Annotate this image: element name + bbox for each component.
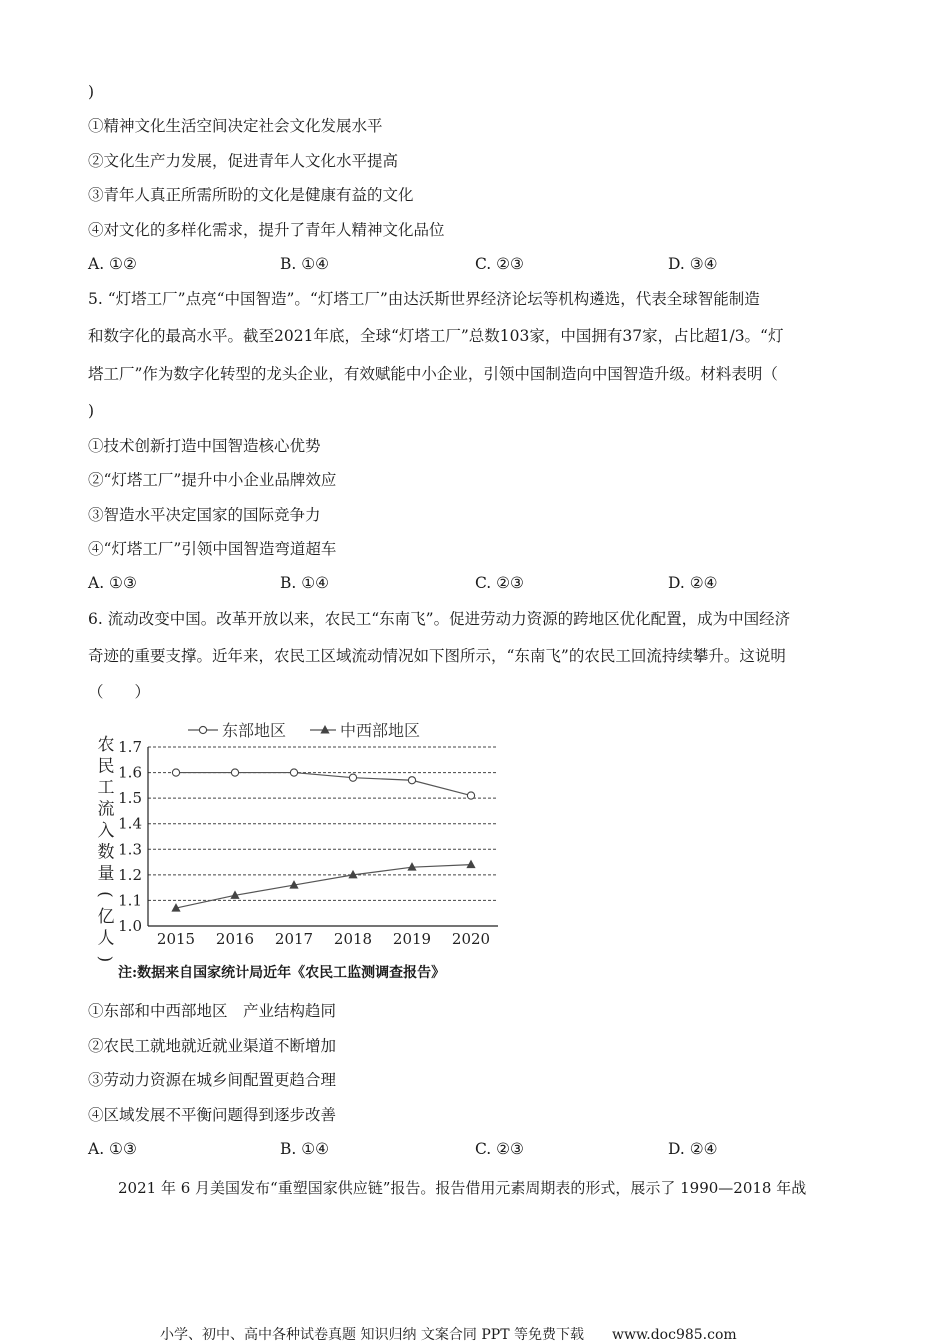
y-label-char-1: 民 xyxy=(97,756,115,777)
page-footer: 小学、初中、高中各种试卷真题 知识归纳 文案合同 PPT 等免费下载 www.doc985.com xyxy=(160,1327,737,1343)
q5-item-4: ④“灯塔工厂”引领中国智造弯道超车 xyxy=(88,540,337,558)
prev-option-b: B. ①④ xyxy=(280,255,330,273)
q5-option-a: A. ①③ xyxy=(88,574,137,592)
chart-legend xyxy=(188,721,420,740)
y-label-char-9: 人 xyxy=(97,928,115,949)
point-1-2020 xyxy=(466,860,475,869)
y-tick-1.2: 1.2 xyxy=(118,865,142,884)
q5-stem-line-2: 和数字化的最高水平。截至2021年底，全球“灯塔工厂”总数103家，中国拥有37家，占比超1/3。“灯 xyxy=(88,327,784,345)
y-label-char-7: ( xyxy=(95,891,115,898)
chart-series xyxy=(171,769,475,912)
x-tick-2015: 2015 xyxy=(156,930,196,948)
q6-option-a: A. ①③ xyxy=(88,1140,137,1158)
q5-stem-line-1: 5. “灯塔工厂”点亮“中国智造”。“灯塔工厂”由达沃斯世界经济论坛等机构遴选，代表全球智能制造 xyxy=(88,290,760,308)
prev-item-3: ③青年人真正所需所盼的文化是健康有益的文化 xyxy=(88,186,414,204)
q6-item-1: ①东部和中西部地区 产业结构趋同 xyxy=(88,1002,337,1020)
series-line-1 xyxy=(176,865,471,908)
legend-label-0: 东部地区 xyxy=(222,721,287,740)
prev-item-1: ①精神文化生活空间决定社会文化发展水平 xyxy=(88,117,383,135)
q5-stem-line-4: ) xyxy=(88,402,95,420)
q5-item-3: ③智造水平决定国家的国际竞争力 xyxy=(88,506,321,524)
y-label-char-10: ) xyxy=(95,955,115,963)
q6-item-2: ②农民工就地就近就业渠道不断增加 xyxy=(88,1037,337,1055)
prev-option-c: C. ②③ xyxy=(475,255,524,273)
y-tick-1.4: 1.4 xyxy=(118,814,142,833)
q5-stem-line-3: 塔工厂”作为数字化转型的龙头企业，有效赋能中小企业，引领中国制造向中国智造升级。材料表明（ xyxy=(88,365,778,383)
prev-option-a: A. ①② xyxy=(88,255,137,273)
y-tick-labels xyxy=(118,738,142,935)
point-0-2016 xyxy=(231,769,238,776)
q6-option-c: C. ②③ xyxy=(475,1140,524,1158)
y-label-char-2: 工 xyxy=(97,778,115,798)
x-tick-2020: 2020 xyxy=(451,930,491,948)
y-label-char-0: 农 xyxy=(97,735,115,755)
prev-item-4: ④对文化的多样化需求，提升了青年人精神文化品位 xyxy=(88,221,445,239)
y-tick-1.0: 1.0 xyxy=(118,917,142,935)
y-label-char-5: 数 xyxy=(97,842,115,863)
x-tick-2017: 2017 xyxy=(274,930,314,948)
x-tick-2016: 2016 xyxy=(215,930,255,948)
series-line-0 xyxy=(176,773,471,796)
q6-stem-line-1: 6. 流动改变中国。改革开放以来，农民工“东南飞”。促进劳动力资源的跨地区优化配置，成为中国经济 xyxy=(88,610,791,628)
chart-note: 注:数据来自国家统计局近年《农民工监测调查报告》 xyxy=(118,965,446,981)
closing-paren: ) xyxy=(88,83,95,101)
point-0-2020 xyxy=(467,792,474,799)
q5-option-d: D. ②④ xyxy=(668,574,718,592)
q6-stem-line-2: 奇迹的重要支撑。近年来，农民工区域流动情况如下图所示，“东南飞”的农民工回流持续攀升。这说明 xyxy=(88,647,786,665)
y-axis-label xyxy=(95,735,115,962)
point-0-2019 xyxy=(408,777,415,784)
q6-option-d: D. ②④ xyxy=(668,1140,718,1158)
point-0-2015 xyxy=(172,769,179,776)
y-label-char-6: 量 xyxy=(97,864,115,884)
y-label-char-4: 入 xyxy=(97,821,115,841)
chart-axes xyxy=(148,747,498,926)
chart-gridlines xyxy=(148,747,498,900)
q6-item-4: ④区域发展不平衡问题得到逐步改善 xyxy=(88,1106,337,1124)
x-tick-2018: 2018 xyxy=(333,930,373,948)
point-1-2019 xyxy=(407,862,416,871)
prev-option-d: D. ③④ xyxy=(668,255,718,273)
y-label-char-3: 流 xyxy=(97,799,115,820)
prev-item-2: ②文化生产力发展，促进青年人文化水平提高 xyxy=(88,152,399,170)
x-tick-labels xyxy=(157,930,490,948)
point-0-2017 xyxy=(290,769,297,776)
x-tick-2019: 2019 xyxy=(392,930,432,948)
q5-item-1: ①技术创新打造中国智造核心优势 xyxy=(88,437,321,455)
legend-label-1: 中西部地区 xyxy=(340,721,421,740)
legend-marker-0 xyxy=(199,726,206,733)
next-passage: 2021 年 6 月美国发布“重塑国家供应链”报告。报告借用元素周期表的形式，展示了 1990—2018 年战 xyxy=(118,1179,807,1197)
legend-marker-1 xyxy=(320,725,329,734)
q5-option-c: C. ②③ xyxy=(475,574,524,592)
q6-answer-paren: （ ） xyxy=(88,683,151,701)
q5-item-2: ②“灯塔工厂”提升中小企业品牌效应 xyxy=(88,471,337,489)
q6-item-3: ③劳动力资源在城乡间配置更趋合理 xyxy=(88,1071,337,1089)
point-0-2018 xyxy=(349,774,356,781)
q5-option-b: B. ①④ xyxy=(280,574,330,592)
y-tick-1.6: 1.6 xyxy=(118,763,142,782)
y-tick-1.3: 1.3 xyxy=(118,840,142,859)
q6-option-b: B. ①④ xyxy=(280,1140,330,1158)
y-tick-1.1: 1.1 xyxy=(118,891,142,910)
y-tick-1.5: 1.5 xyxy=(118,789,142,808)
y-label-char-8: 亿 xyxy=(97,907,115,927)
y-tick-1.7: 1.7 xyxy=(118,738,142,756)
migrant-worker-chart xyxy=(88,712,518,963)
